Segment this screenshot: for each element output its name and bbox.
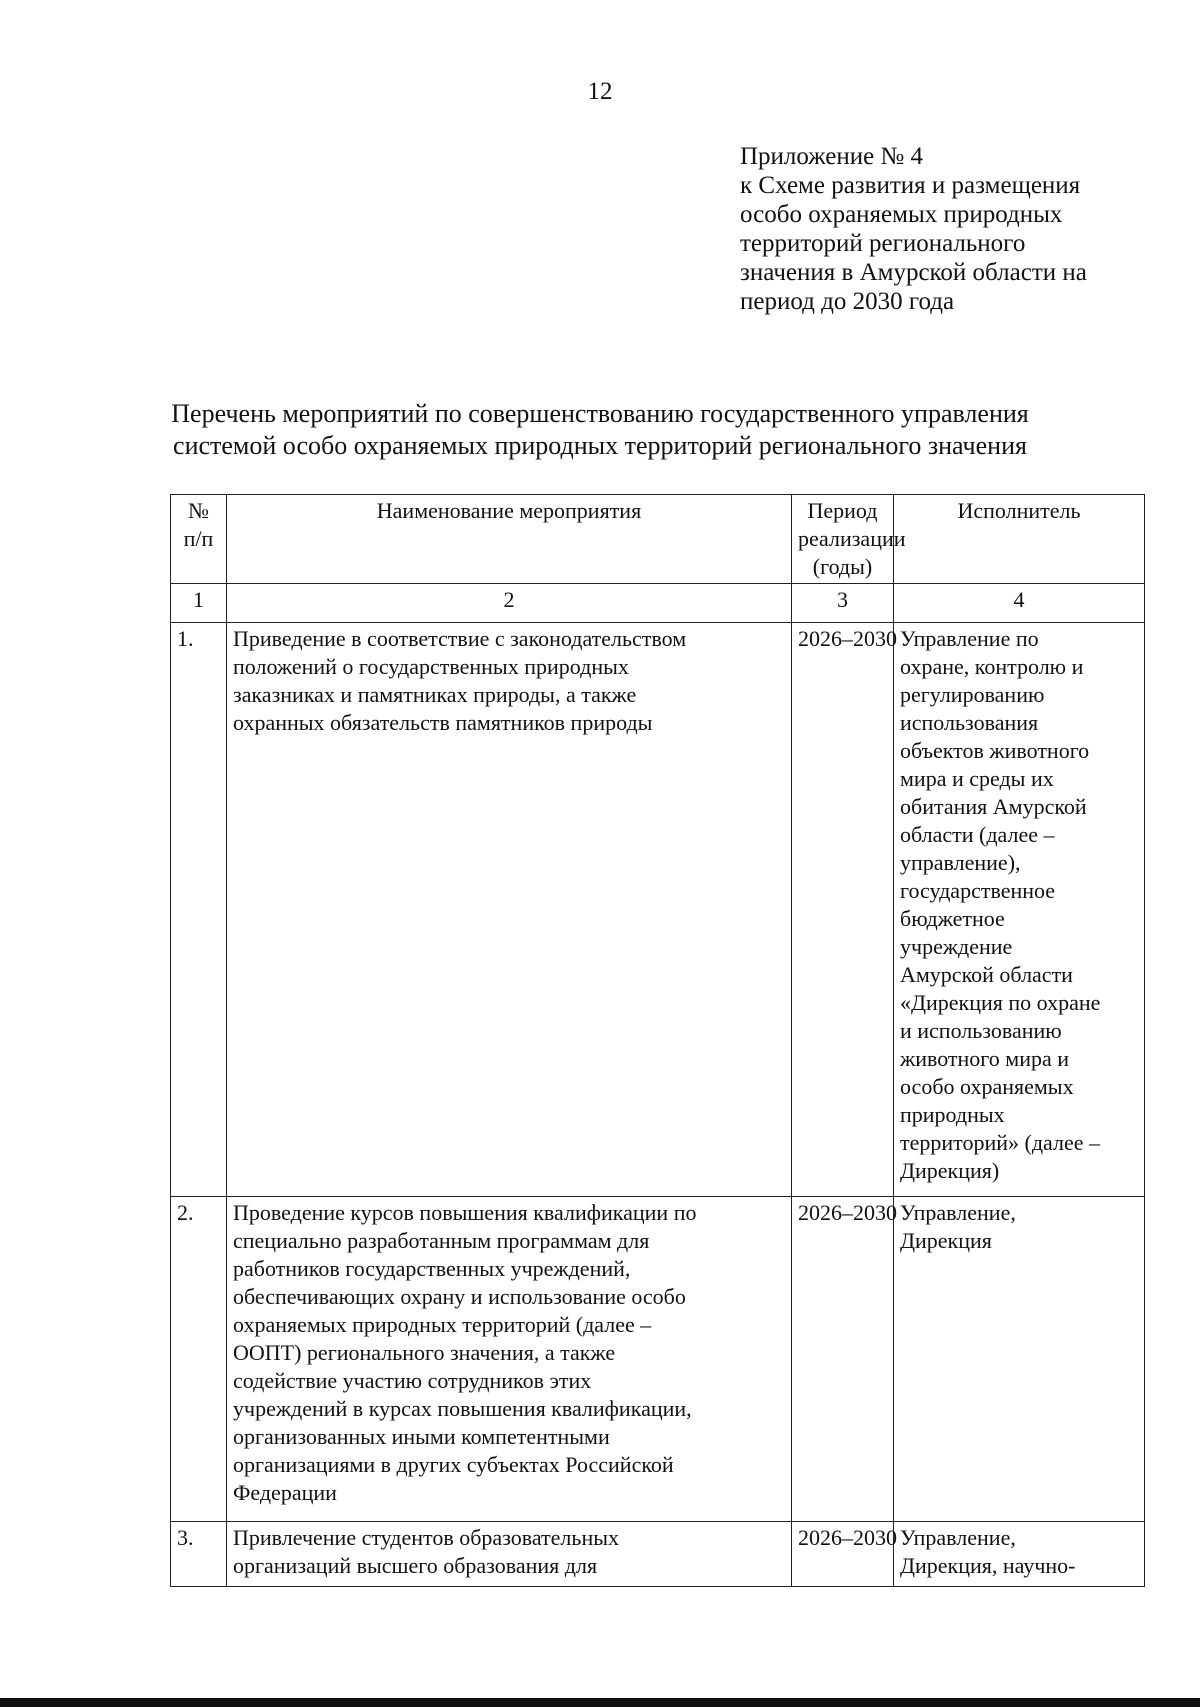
cell-line: регулированию — [900, 682, 1045, 707]
table-row — [171, 1522, 1145, 1587]
row-num: 3. — [171, 1522, 227, 1587]
cell-line: Федерации — [233, 1480, 337, 1505]
cell-line: охраняемых природных территорий (далее – — [233, 1312, 652, 1337]
row-num: 2. — [171, 1197, 227, 1522]
cell-line: Дирекция — [900, 1228, 992, 1253]
header-name: Наименование мероприятия — [227, 495, 792, 584]
row-period: 2026–2030 — [792, 1197, 894, 1522]
cell-line: обеспечивающих охрану и использование особо — [233, 1284, 686, 1309]
cell-line: государственное — [900, 878, 1056, 903]
row-name — [227, 623, 792, 1197]
column-number: 1 — [171, 584, 227, 623]
cell-line: положений о государственных природных — [233, 654, 629, 679]
cell-line: Управление, — [900, 1200, 1016, 1225]
cell-line: учреждений в курсах повышения квалификации, — [233, 1396, 692, 1421]
row-num: 1. — [171, 623, 227, 1197]
table-row — [171, 623, 1145, 1197]
header-period-line: (годы) — [812, 554, 873, 579]
cell-line: содействие участию сотрудников этих — [233, 1368, 592, 1393]
cell-line: организациями в других субъектах Российской — [233, 1452, 674, 1477]
page-number: 12 — [587, 78, 613, 105]
appendix-line: значения в Амурской области на — [740, 259, 1087, 286]
cell-line: области (далее – — [900, 822, 1055, 847]
column-number: 3 — [792, 584, 894, 623]
appendix-line: к Схеме развития и размещения — [740, 172, 1081, 199]
column-number-row — [171, 584, 1145, 623]
cell-line: Приведение в соответствие с законодательством — [233, 626, 687, 651]
header-period-line: реализации — [798, 526, 906, 551]
cell-line: природных — [900, 1102, 1005, 1127]
cell-line: работников государственных учреждений, — [233, 1256, 631, 1281]
document-title — [0, 398, 1200, 462]
table-header-row — [171, 495, 1145, 584]
row-period: 2026–2030 — [792, 1522, 894, 1587]
header-executor: Исполнитель — [894, 495, 1145, 584]
header-period — [792, 495, 906, 584]
cell-line: Управление по — [900, 626, 1039, 651]
appendix-line: особо охраняемых природных — [740, 201, 1063, 228]
cell-line: заказниках и памятниках природы, а также — [233, 682, 637, 707]
cell-line: охране, контролю и — [900, 654, 1084, 679]
cell-line: животного мира и — [900, 1046, 1070, 1071]
cell-line: использования — [900, 710, 1039, 735]
cell-line: «Дирекция по охране — [900, 990, 1101, 1015]
header-num — [171, 495, 227, 584]
row-executor — [894, 1522, 1145, 1587]
cell-line: специально разработанным программам для — [233, 1228, 650, 1253]
cell-line: Привлечение студентов образовательных — [233, 1525, 619, 1550]
appendix-line: период до 2030 года — [740, 288, 955, 315]
cell-line: управление), — [900, 850, 1021, 875]
scan-bottom-edge — [0, 1698, 1200, 1707]
cell-line: охранных обязательств памятников природы — [233, 710, 653, 735]
appendix-line: территорий регионального — [740, 230, 1026, 257]
cell-line: Амурской области — [900, 962, 1073, 987]
cell-line: обитания Амурской — [900, 794, 1087, 819]
cell-line: объектов животного — [900, 738, 1090, 763]
appendix-line: Приложение № 4 — [740, 143, 924, 170]
appendix-note — [740, 142, 1180, 316]
cell-line: и использованию — [900, 1018, 1062, 1043]
title-line: Перечень мероприятий по совершенствованию государственного управления — [171, 399, 1029, 428]
measures-table — [170, 494, 1145, 1587]
cell-line: организаций высшего образования для — [233, 1553, 598, 1578]
cell-line: Управление, — [900, 1525, 1016, 1550]
row-executor — [894, 623, 1145, 1197]
table-row — [171, 1197, 1145, 1522]
cell-line: организованных иными компетентными — [233, 1424, 610, 1449]
cell-line: учреждение — [900, 934, 1013, 959]
row-executor — [894, 1197, 1145, 1522]
column-number: 2 — [227, 584, 792, 623]
column-number: 4 — [894, 584, 1145, 623]
cell-line: особо охраняемых — [900, 1074, 1074, 1099]
cell-line: бюджетное — [900, 906, 1005, 931]
cell-line: Дирекция, научно- — [900, 1553, 1076, 1578]
cell-line: Проведение курсов повышения квалификации по — [233, 1200, 697, 1225]
header-num-line: № — [188, 498, 209, 523]
header-period-line: Период — [807, 498, 878, 523]
row-name — [227, 1522, 792, 1587]
cell-line: мира и среды их — [900, 766, 1054, 791]
header-num-line: п/п — [183, 526, 214, 551]
cell-line: территорий» (далее – — [900, 1130, 1101, 1155]
row-period: 2026–2030 — [792, 623, 894, 1197]
row-name — [227, 1197, 792, 1522]
title-line: системой особо охраняемых природных территорий регионального значения — [173, 431, 1027, 460]
cell-line: Дирекция) — [900, 1158, 1000, 1183]
cell-line: ООПТ) регионального значения, а также — [233, 1340, 616, 1365]
